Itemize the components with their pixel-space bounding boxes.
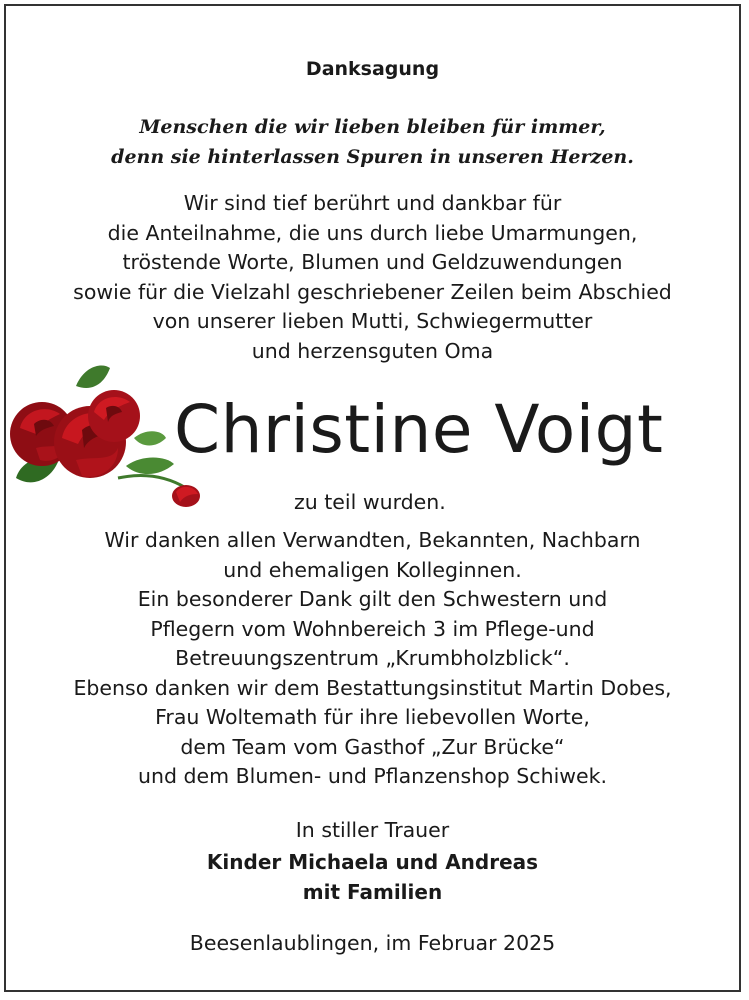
intro-line: die Anteilnahme, die uns durch liebe Umarmungen,	[107, 220, 638, 245]
signature-line: mit Familien	[302, 879, 443, 904]
motto-line: denn sie hinterlassen Spuren in unseren Herzen.	[111, 146, 634, 168]
motto-line: Menschen die wir lieben bleiben für immer,	[139, 116, 606, 138]
signature	[6, 848, 739, 907]
obituary-card	[4, 4, 741, 992]
intro-text	[6, 189, 739, 366]
thanks-line: und ehemaligen Kolleginnen.	[223, 557, 522, 582]
intro-line: und herzensguten Oma	[251, 338, 494, 363]
thanks-line: Wir danken allen Verwandten, Bekannten, Nachbarn	[104, 528, 641, 552]
place-date: Beesenlaublingen, im Februar 2025	[189, 931, 556, 955]
in-stiller-trauer: In stiller Trauer	[295, 818, 450, 842]
deceased-name: Christine Voigt	[174, 391, 664, 468]
thanks-text	[6, 526, 739, 792]
intro-line: sowie für die Vielzahl geschriebener Zeilen beim Abschied	[73, 279, 672, 304]
thanks-line: Ebenso danken wir dem Bestattungsinstitut Martin Dobes,	[73, 675, 672, 700]
motto	[6, 112, 739, 172]
thanks-line: dem Team vom Gasthof „Zur Brücke“	[180, 734, 565, 759]
thanks-line: Ein besonderer Dank gilt den Schwestern und	[137, 587, 608, 611]
thanks-line: Frau Woltemath für ihre liebevollen Worte,	[155, 705, 590, 729]
heading-title: Danksagung	[305, 58, 440, 80]
thanks-line: und dem Blumen- und Pflanzenshop Schiwek.	[137, 764, 608, 788]
intro-line: tröstende Worte, Blumen und Geldzuwendungen	[122, 250, 623, 274]
signature-line: Kinder Michaela und Andreas	[206, 850, 539, 874]
intro-line: von unserer lieben Mutti, Schwiegermutter	[152, 309, 593, 333]
intro-line: Wir sind tief berührt und dankbar für	[183, 191, 562, 215]
zu-teil-text: zu teil wurden.	[294, 490, 446, 514]
thanks-line: Pflegern vom Wohnbereich 3 im Pflege-und	[150, 616, 595, 641]
thanks-line: Betreuungszentrum „Krumbholzblick“.	[175, 646, 570, 670]
